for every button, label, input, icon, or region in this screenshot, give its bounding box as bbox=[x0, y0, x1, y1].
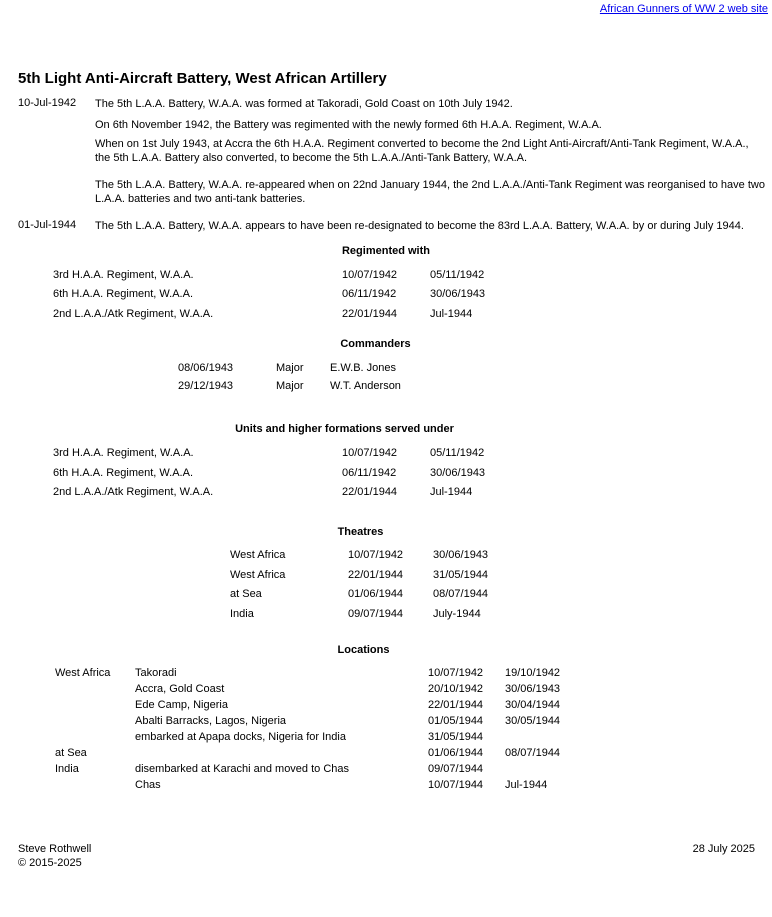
cell-date-to: 19/10/1942 bbox=[505, 667, 561, 679]
cell-region bbox=[55, 715, 135, 731]
cell-date-from: 10/07/1942 bbox=[428, 667, 484, 679]
cell-place: Abalti Barracks, Lagos, Nigeria bbox=[135, 715, 287, 727]
history-text: The 5th L.A.A. Battery, W.A.A. appears to have been re-designated to become the 83rd L.A.A. Battery, W.A.A. by or during July 1944. bbox=[95, 220, 744, 232]
cell-date-to bbox=[505, 763, 625, 779]
cell-date: 29/12/1943 bbox=[178, 379, 234, 392]
table-row bbox=[55, 731, 625, 747]
table-row bbox=[55, 715, 625, 731]
cell-date-from: 10/07/1944 bbox=[428, 779, 484, 791]
cell-date-to: 05/11/1942 bbox=[430, 269, 485, 281]
table-row bbox=[53, 288, 550, 307]
table-row bbox=[178, 380, 490, 398]
cell-date: 08/06/1943 bbox=[178, 362, 234, 374]
cell-date-from: 31/05/1944 bbox=[428, 731, 484, 743]
table-row bbox=[230, 569, 553, 589]
page-title: 5th Light Anti-Aircraft Battery, West African Artillery bbox=[18, 70, 387, 88]
cell-date-from: 10/07/1942 bbox=[342, 447, 398, 459]
history-text: On 6th November 1942, the Battery was regimented with the newly formed 6th H.A.A. Regiment, W.A.A. bbox=[95, 119, 602, 131]
table-row bbox=[53, 269, 550, 288]
theatres-table bbox=[230, 549, 553, 627]
table-row bbox=[55, 763, 625, 779]
footer-author: Steve Rothwell bbox=[18, 843, 92, 855]
cell-unit: 2nd L.A.A./Atk Regiment, W.A.A. bbox=[53, 486, 214, 498]
cell-date-to: 30/05/1944 bbox=[505, 715, 561, 727]
cell-date-to: 30/06/1943 bbox=[433, 549, 489, 561]
cell-date-from: 22/01/1944 bbox=[348, 568, 404, 581]
cell-region bbox=[55, 731, 135, 747]
cell-theatre: West Africa bbox=[230, 568, 286, 581]
cell-date-from: 09/07/1944 bbox=[428, 763, 484, 775]
cell-date-to: 05/11/1942 bbox=[430, 447, 485, 459]
site-link[interactable]: African Gunners of WW 2 web site bbox=[599, 3, 768, 15]
cell-date-from: 22/01/1944 bbox=[428, 699, 484, 711]
cell-place bbox=[135, 747, 428, 763]
cell-date-from: 22/01/1944 bbox=[342, 307, 398, 320]
cell-date-to: Jul-1944 bbox=[430, 486, 473, 498]
table-row bbox=[55, 683, 625, 699]
section-heading-commanders: Commanders bbox=[340, 338, 411, 350]
cell-date-to: 30/06/1943 bbox=[505, 683, 561, 695]
commanders-table bbox=[178, 362, 490, 397]
table-row bbox=[230, 608, 553, 628]
cell-date-from: 20/10/1942 bbox=[428, 683, 484, 695]
section-heading-units-served-under: Units and higher formations served under bbox=[235, 423, 454, 435]
cell-date-from: 06/11/1942 bbox=[342, 466, 397, 479]
cell-date-from: 10/07/1942 bbox=[348, 549, 404, 561]
table-row bbox=[55, 779, 625, 795]
cell-name: W.T. Anderson bbox=[330, 379, 401, 392]
cell-theatre: India bbox=[230, 607, 254, 620]
cell-date-from: 09/07/1944 bbox=[348, 607, 404, 620]
cell-region bbox=[55, 779, 135, 795]
units-served-under-table bbox=[53, 447, 550, 506]
table-row bbox=[55, 747, 625, 763]
cell-date-to bbox=[505, 731, 625, 747]
cell-date-from: 10/07/1942 bbox=[342, 269, 398, 281]
table-row bbox=[53, 467, 550, 487]
table-row bbox=[178, 362, 490, 380]
cell-unit: 2nd L.A.A./Atk Regiment, W.A.A. bbox=[53, 307, 214, 320]
table-row bbox=[55, 699, 625, 715]
history-date: 10-Jul-1942 bbox=[18, 97, 77, 109]
cell-region bbox=[55, 699, 135, 715]
locations-table bbox=[55, 667, 625, 795]
footer-copyright: © 2015-2025 bbox=[18, 856, 82, 869]
cell-date-to: Jul-1944 bbox=[505, 779, 548, 791]
cell-place: Ede Camp, Nigeria bbox=[135, 699, 228, 711]
cell-date-to: 30/06/1943 bbox=[430, 466, 486, 479]
cell-place: embarked at Apapa docks, Nigeria for India bbox=[135, 731, 346, 743]
cell-theatre: at Sea bbox=[230, 588, 262, 600]
history-text: The 5th L.A.A. Battery, W.A.A. was formed at Takoradi, Gold Coast on 10th July 1942. bbox=[95, 98, 513, 110]
cell-theatre: West Africa bbox=[230, 549, 286, 561]
table-row bbox=[230, 588, 553, 608]
footer-date: 28 July 2025 bbox=[692, 843, 755, 855]
table-row bbox=[55, 667, 625, 683]
cell-place: Takoradi bbox=[135, 667, 177, 679]
cell-place: disembarked at Karachi and moved to Chas bbox=[135, 763, 350, 775]
cell-unit: 3rd H.A.A. Regiment, W.A.A. bbox=[53, 269, 194, 281]
cell-date-from: 01/05/1944 bbox=[428, 715, 484, 727]
cell-date-from: 01/06/1944 bbox=[428, 747, 484, 759]
history-text: The 5th L.A.A. Battery, W.A.A. re-appeared when on 22nd January 1944, the 2nd L.A.A./Anti-Tank Regiment was reorganised to have two L.A.A. batteries and two anti-tank batteries. bbox=[95, 179, 765, 205]
cell-rank: Major bbox=[276, 379, 304, 392]
section-heading-locations: Locations bbox=[337, 644, 390, 656]
cell-date-to: 30/04/1944 bbox=[505, 699, 561, 711]
cell-date-from: 01/06/1944 bbox=[348, 588, 404, 600]
cell-place: Accra, Gold Coast bbox=[135, 683, 225, 695]
cell-unit: 6th H.A.A. Regiment, W.A.A. bbox=[53, 466, 193, 479]
cell-unit: 3rd H.A.A. Regiment, W.A.A. bbox=[53, 447, 194, 459]
cell-date-to: 08/07/1944 bbox=[505, 747, 561, 759]
cell-date-from: 06/11/1942 bbox=[342, 288, 397, 301]
history-text: When on 1st July 1943, at Accra the 6th H.A.A. Regiment converted to become the 2nd Light Anti-Aircraft/Anti-Tank Regiment, W.A.A., the 5th L.A.A. Battery also converted, to become the 5th L.A.A./Anti-Tank Battery, W.A.A. bbox=[95, 138, 749, 164]
footer bbox=[18, 843, 91, 870]
table-row bbox=[53, 308, 550, 327]
cell-region: West Africa bbox=[55, 667, 111, 679]
cell-region bbox=[55, 683, 135, 699]
cell-date-to: 31/05/1944 bbox=[433, 568, 489, 581]
cell-unit: 6th H.A.A. Regiment, W.A.A. bbox=[53, 288, 193, 301]
table-row bbox=[53, 447, 550, 467]
cell-date-to: Jul-1944 bbox=[430, 307, 473, 320]
cell-region: at Sea bbox=[55, 747, 87, 759]
cell-place: Chas bbox=[135, 779, 161, 791]
cell-date-to: 08/07/1944 bbox=[433, 588, 489, 600]
cell-rank: Major bbox=[276, 362, 304, 374]
cell-date-from: 22/01/1944 bbox=[342, 486, 398, 498]
regimented-with-table bbox=[53, 269, 550, 327]
table-row bbox=[230, 549, 553, 569]
history-date: 01-Jul-1944 bbox=[18, 219, 77, 231]
cell-date-to: 30/06/1943 bbox=[430, 288, 486, 301]
cell-date-to: July-1944 bbox=[433, 607, 481, 620]
section-heading-regimented-with: Regimented with bbox=[341, 245, 430, 257]
table-row bbox=[53, 486, 550, 506]
cell-name: E.W.B. Jones bbox=[330, 362, 397, 374]
section-heading-theatres: Theatres bbox=[337, 526, 384, 538]
cell-region: India bbox=[55, 763, 79, 775]
